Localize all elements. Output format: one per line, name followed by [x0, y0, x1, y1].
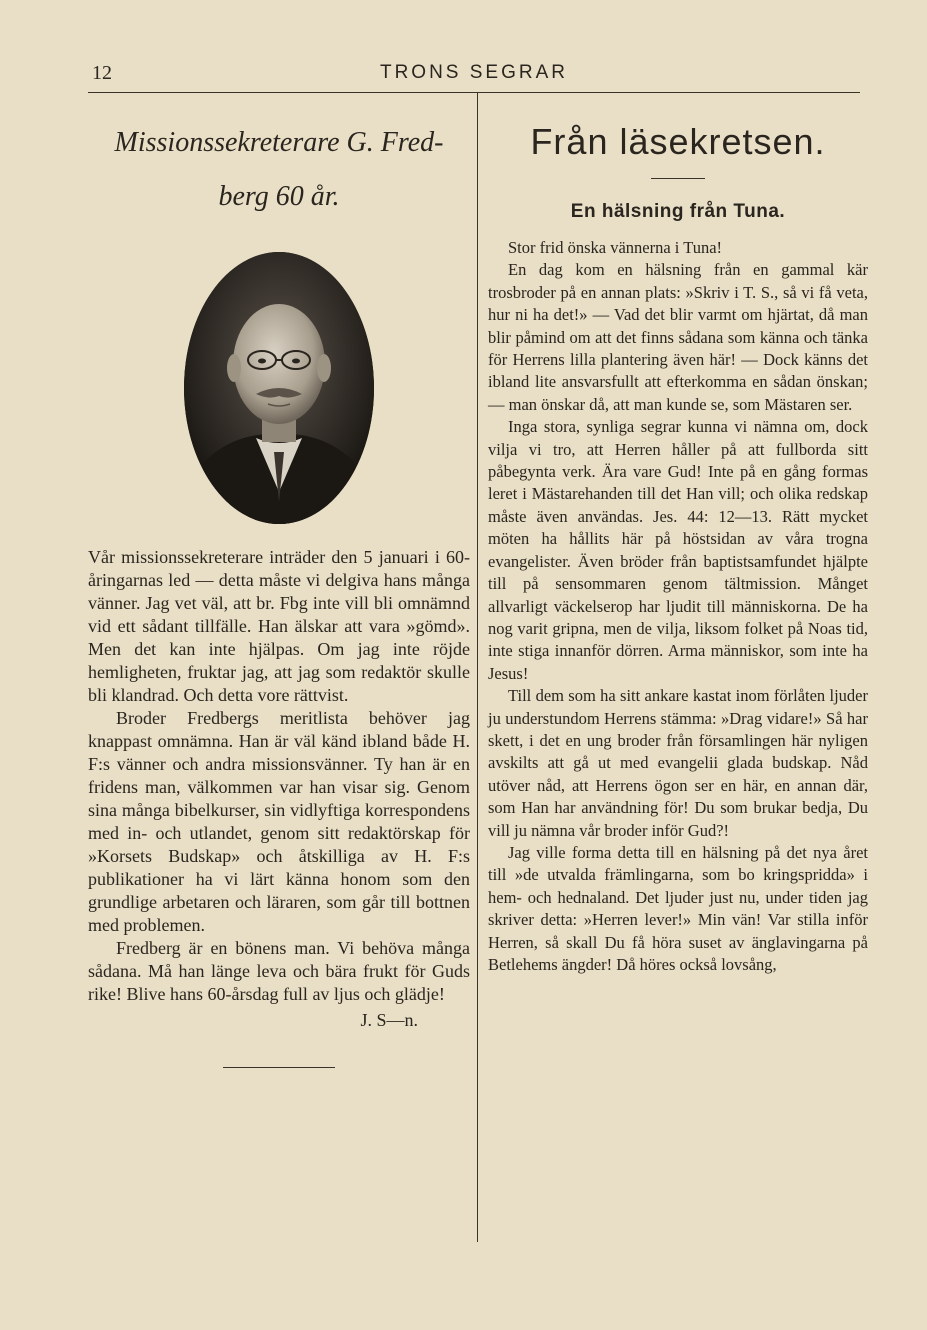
letter-paragraph: Jag ville forma detta till en hälsning på det nya året till »de utvalda främlingarna, som bo kringspridda» i hem- och hednaland. Det ljuder just nu, under tiden jag skriver detta: »Herren lever!» Min vän! Var stilla inför Herren, så skall Du få höra suset av änglavingarna på Betlehems ängder! Då höres också lovsång,	[488, 842, 868, 974]
page-header	[88, 58, 860, 93]
left-column	[88, 108, 470, 1068]
article-title-line-1: Missionssekreterare G. Fred-	[114, 127, 444, 158]
article-paragraph: Broder Fredbergs meritlista behöver jag knappast omnämna. Han är väl känd ibland både H. F:s vänner och andra missionsvänner. Ty han är en fridens man, välkommen var han visar sig. Genom sina många bibelkurser, sin vidlyftiga korrespondens med in- och utlandet, genom sitt redaktörskap för »Korsets Budskap» och åtskilliga av H. F:s publikationer ha vi lärt känna honom som den grundlige arbetaren och läraren, som går till bottnen med problemen.	[88, 708, 470, 935]
section-rule	[651, 178, 705, 179]
page-number: 12	[92, 62, 112, 84]
portrait-illustration	[184, 252, 374, 524]
right-column	[488, 108, 868, 976]
article-title	[88, 116, 470, 224]
portrait-photo	[184, 252, 374, 524]
letter-title: En hälsning från Tuna.	[570, 201, 786, 222]
section-title: Från läsekretsen.	[530, 121, 826, 162]
letter-paragraph: Till dem som ha sitt ankare kastat inom förlåten ljuder ju understundom Herrens stämma: »Drag vidare!» Så har skett, i det en ung broder från församlingen här nyligen avskilts att gå ut med evangelii glada budskap. Nåd utöver nåd, att Herrens ögon ser en här, en annan där, som Han har användning för! Du som brukar bedja, Du vill ju nämna vår broder inför Gud?!	[488, 686, 868, 840]
letter-paragraph: Inga stora, synliga segrar kunna vi nämna om, dock vilja vi tro, att Herren håller på att fullborda sitt påbegynta verk. Ära vare Gud! Inte på en gång formas leret i Mästarehanden till det Han vill; och olika redskap måste även användas. Jes. 44: 12—13. Rätt mycket möten ha hållits här på höstsidan av våra trogna evangelister. Även bröder från baptistsamfundet hjälpte till på sensommaren genom tältmission. Månget allvarligt väckelserop har ljudit till människorna. De ha nog varit gripna, men de vilja, liksom folket på Noas tid, inte stiga innanför dörren. Arma människor, som inte ha Jesus!	[488, 417, 868, 683]
article-title-line-2: berg 60 år.	[218, 181, 340, 212]
letter-body	[488, 237, 868, 976]
letter-paragraph: En dag kom en hälsning från en gammal kär trosbroder på en annan plats: »Skriv i T. S., så vi få veta, hur ni ha det!» — Vad det blir varmt om hjärtat, då man blir påmind om att det finns sådana som känna och tänka för Herrens lilla plantering även här! — Dock känns det ibland lite ansvarsfullt att efterkomma en sådan önskan; — man önskar då, att man kunde se, som Mästaren ser.	[488, 260, 868, 414]
article-body	[88, 546, 470, 1006]
letter-paragraph: Stor frid önska vännerna i Tuna!	[508, 238, 723, 257]
article-signature: J. S—n.	[360, 1010, 418, 1030]
column-divider	[477, 92, 478, 1242]
end-rule	[223, 1067, 335, 1068]
article-paragraph: Fredberg är en bönens man. Vi behöva många sådana. Må han länge leva och bära frukt för Guds rike! Blive hans 60-årsdag full av ljus och glädje!	[88, 938, 470, 1004]
article-paragraph: Vår missionssekreterare inträder den 5 januari i 60-åringarnas led — detta måste vi delgiva hans många vänner. Jag vet väl, att br. Fbg inte vill bli omnämnd vid ett sådant tillfälle. Han älskar att vara »gömd». Men det kan inte hjälpas. Om jag inte röjde hemligheten, fruktar jag, att jag som redaktör skulle bli klandrad. Och detta vore rättvist.	[88, 547, 470, 705]
running-title: TRONS SEGRAR	[379, 62, 569, 83]
